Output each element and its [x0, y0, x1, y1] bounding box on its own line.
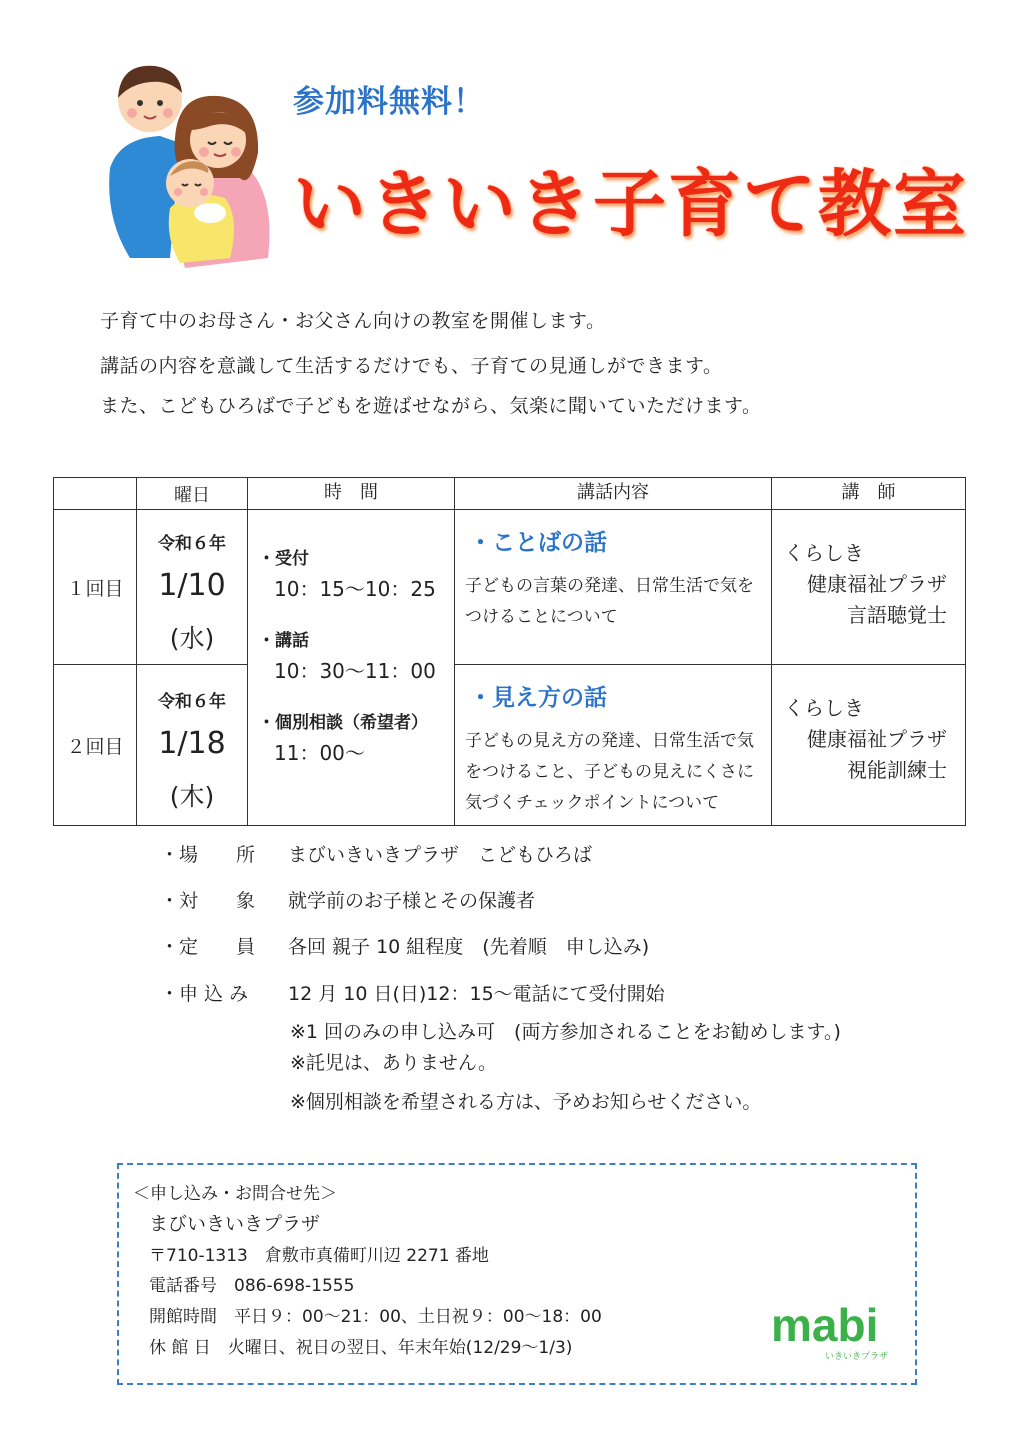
note: ※個別相談を希望される方は、予めお知らせください。 — [290, 1091, 762, 1113]
detail-key: ・申 込 み — [160, 983, 249, 1005]
logo-text: mabi — [771, 1299, 879, 1351]
lecturer-org: くらしき — [784, 541, 864, 565]
note: ※託児は、ありません。 — [290, 1052, 498, 1074]
consult-label: ・個別相談（希望者） — [258, 713, 428, 733]
detail-key: ・対 象 — [160, 890, 256, 912]
schedule-table — [53, 477, 966, 826]
topic-cell — [455, 510, 772, 665]
reception-time: 10：15～10：25 — [274, 577, 436, 601]
session-number: １回目 — [54, 510, 137, 665]
lecture-label: ・講話 — [258, 631, 309, 651]
contact-name: まびいきいきプラザ — [149, 1213, 321, 1235]
header-cell-topic: 講話内容 — [455, 478, 772, 510]
detail-value: まびいきいきプラザ こどもひろば — [288, 844, 593, 866]
detail-location — [160, 840, 592, 867]
contact-heading: ＜申し込み・お問合せ先＞ — [133, 1184, 337, 1204]
lecture-time: 10：30～11：00 — [274, 659, 436, 683]
lecturer-place: 健康福祉プラザ — [807, 727, 947, 751]
detail-value: 就学前のお子様とその保護者 — [288, 890, 536, 912]
detail-value: 各回 親子 10 組程度 (先着順 申し込み) — [288, 936, 650, 958]
intro-line: また、こどもひろばで子どもを遊ばせながら、気楽に聞いていただけます。 — [100, 395, 762, 417]
contact-closed: 休 館 日 火曜日、祝日の翌日、年末年始(12/29～1/3) — [149, 1338, 573, 1358]
lecturer-org: くらしき — [784, 696, 864, 720]
topic-title: ・ことばの話 — [469, 530, 607, 556]
intro-line: 講話の内容を意識して生活するだけでも、子育ての見通しができます。 — [100, 355, 723, 377]
era-label: 令和６年 — [158, 534, 226, 554]
session-number: ２回目 — [54, 665, 137, 826]
lecturer-place: 健康福祉プラザ — [807, 572, 947, 596]
contact-hours: 開館時間 平日９：00～21：00、土日祝９：00～18：00 — [149, 1307, 602, 1327]
intro-line: 子育て中のお母さん・お父さん向けの教室を開催します。 — [100, 310, 606, 332]
header-cell-lecturer: 講 師 — [772, 478, 966, 510]
session-date: 1/10 — [158, 568, 226, 603]
session-weekday: (水) — [169, 624, 215, 653]
session-date-cell — [137, 665, 248, 826]
session-weekday: (木) — [169, 782, 215, 811]
topic-description: 子どもの見え方の発達、日常生活で気をつけること、子どもの見えにくさに気づくチェックポイントについて — [465, 731, 754, 813]
contact-box — [117, 1163, 917, 1385]
header-cell-day: 曜日 — [137, 478, 248, 510]
detail-value: 12 月 10 日(日)12：15～電話にて受付開始 — [288, 983, 665, 1005]
page-title: いきいき子育て教室 — [293, 162, 968, 247]
logo-subtext: いきいきプラザ — [825, 1352, 889, 1362]
header-cell-empty — [54, 478, 137, 510]
time-cell — [248, 510, 455, 826]
mabi-logo — [767, 1295, 897, 1365]
topic-description: 子どもの言葉の発達、日常生活で気をつけることについて — [465, 576, 754, 627]
lecturer-role: 言語聴覚士 — [847, 603, 947, 627]
table-row — [54, 510, 966, 665]
note: ※1 回のみの申し込み可 (両方参加されることをお勧めします。) — [290, 1021, 841, 1043]
lecturer-cell — [772, 510, 966, 665]
lecturer-role: 視能訓練士 — [847, 758, 947, 782]
topic-cell — [455, 665, 772, 826]
family-illustration — [100, 58, 280, 278]
contact-phone: 電話番号 086-698-1555 — [149, 1276, 355, 1296]
session-date-cell — [137, 510, 248, 665]
table-header-row — [54, 478, 966, 510]
reception-label: ・受付 — [258, 549, 309, 569]
lecturer-cell — [772, 665, 966, 826]
detail-application — [160, 979, 665, 1006]
era-label: 令和６年 — [158, 692, 226, 712]
topic-title: ・見え方の話 — [469, 685, 607, 711]
session-date: 1/18 — [158, 726, 226, 761]
contact-address: 〒710-1313 倉敷市真備町川辺 2271 番地 — [149, 1246, 489, 1266]
detail-key: ・場 所 — [160, 844, 256, 866]
consult-time: 11：00～ — [274, 741, 365, 765]
detail-target — [160, 886, 535, 913]
free-admission-label: 参加料無料！ — [293, 84, 485, 120]
table-row — [54, 665, 966, 826]
detail-capacity — [160, 932, 649, 959]
detail-key: ・定 員 — [160, 936, 256, 958]
header-cell-time: 時 間 — [248, 478, 455, 510]
